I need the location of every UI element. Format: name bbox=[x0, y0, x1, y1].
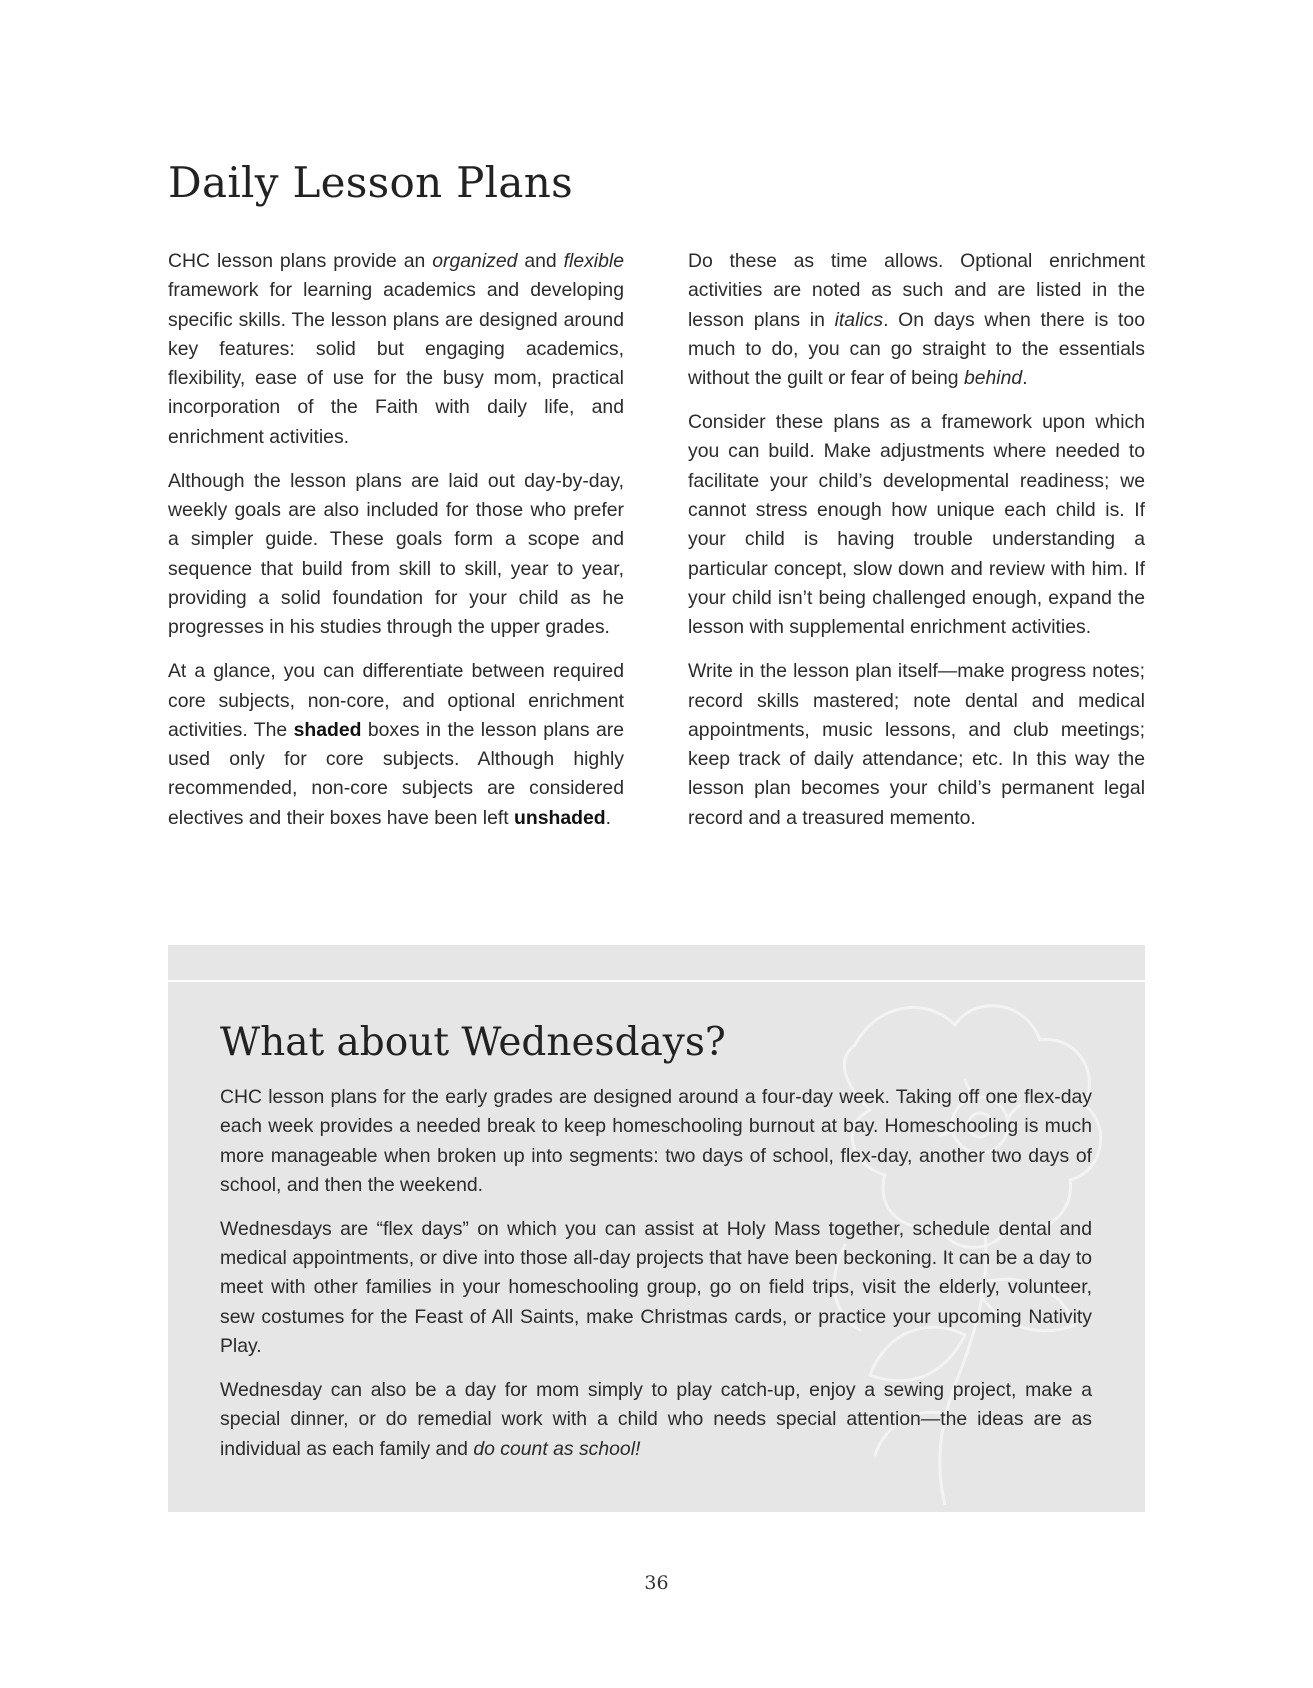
paragraph-weekly-goals: Although the lesson plans are laid out day-by-day, weekly goals are also included for those who prefer a simpler guide. These goals form a scope and sequence that build from skill to skill, year to year, providing a solid foundation for your child as he progresses in his studies through the upper grades. bbox=[168, 469, 624, 639]
italic-text: italics bbox=[834, 308, 884, 331]
page-number: 36 bbox=[644, 1572, 669, 1594]
text-run: . On days when there is too much to do, you can go straight to the essentials without the guilt or fear of being bbox=[688, 308, 1145, 390]
italic-text: flexible bbox=[563, 250, 624, 272]
page-title: Daily Lesson Plans bbox=[168, 158, 573, 207]
text-run: At a glance, you can differentiate between required core subjects, non-core, and optional enrichment activities. The bbox=[168, 660, 624, 741]
bold-text: unshaded bbox=[514, 806, 606, 829]
text-run: . bbox=[605, 806, 611, 829]
italic-text: organized bbox=[432, 250, 518, 272]
text-run: Wednesday can also be a day for mom simply to play catch-up, enjoy a sewing project, make a special dinner, or do remedial work with a child who needs special attention—the ideas are as individual as each family and bbox=[220, 1379, 1092, 1460]
sidebar-paragraph-flex-days: Wednesdays are “flex days” on which you can assist at Holy Mass together, schedule dental and medical appointments, or dive into those all-day projects that have been beckoning. It can be a day to meet with other families in your homeschooling group, go on field trips, visit the elderly, volunteer, sew costumes for the Feast of All Saints, make Christmas cards, or practice your upcoming Nativity Play. bbox=[220, 1217, 1092, 1358]
paragraph-enrichment bbox=[688, 247, 1145, 393]
sidebar-paragraph-catch-up bbox=[220, 1376, 1092, 1464]
paragraph-intro bbox=[168, 247, 624, 452]
wednesdays-sidebar bbox=[168, 945, 1145, 1512]
text-run: CHC lesson plans provide an bbox=[168, 250, 433, 272]
italic-text: do count as school! bbox=[473, 1437, 641, 1460]
text-run: framework for learning academics and developing specific skills. The lesson plans are designed around key features: solid but engaging academics, flexibility, ease of use for the busy mom, practical incorporation of the Faith with daily life, and enrichment activities. bbox=[168, 279, 624, 448]
sidebar-paragraph-four-day-week: CHC lesson plans for the early grades are designed around a four-day week. Taking off one flex-day each week provides a needed break to keep homeschooling burnout at bay. Homeschooling is much more manageable when broken up into segments: two days of school, flex-day, another two days of school, and then the weekend. bbox=[220, 1086, 1092, 1196]
bold-text: shaded bbox=[293, 718, 362, 741]
paragraph-record: Write in the lesson plan itself—make progress notes; record skills mastered; note dental and medical appointments, music lessons, and club meetings; keep track of daily attendance; etc. In this way the lesson plan becomes your child’s permanent legal record and a treasured memento. bbox=[688, 660, 1145, 829]
sidebar-top-rule bbox=[168, 980, 1145, 982]
left-column bbox=[168, 247, 624, 848]
right-column bbox=[688, 247, 1145, 848]
paragraph-framework: Consider these plans as a framework upon which you can build. Make adjustments where needed to facilitate your child’s developmental readiness; we cannot stress enough how unique each child is. If your child is having trouble understanding a particular concept, slow down and review with him. If your child isn’t being challenged enough, expand the lesson with supplemental enrichment activities. bbox=[688, 411, 1145, 639]
italic-text: behind bbox=[963, 367, 1023, 390]
sidebar-title: What about Wednesdays? bbox=[220, 1020, 726, 1065]
sidebar-body bbox=[220, 1083, 1092, 1479]
paragraph-shaded-boxes bbox=[168, 657, 624, 833]
text-run: Do these as time allows. Optional enrichment activities are noted as such and are listed in the lesson plans in bbox=[688, 250, 1145, 331]
text-run: boxes in the lesson plans are used only for core subjects. Although highly recommended, non-core subjects are considered electives and their boxes have been left bbox=[168, 718, 624, 829]
text-run: . bbox=[1022, 367, 1028, 390]
text-run: and bbox=[517, 250, 564, 272]
